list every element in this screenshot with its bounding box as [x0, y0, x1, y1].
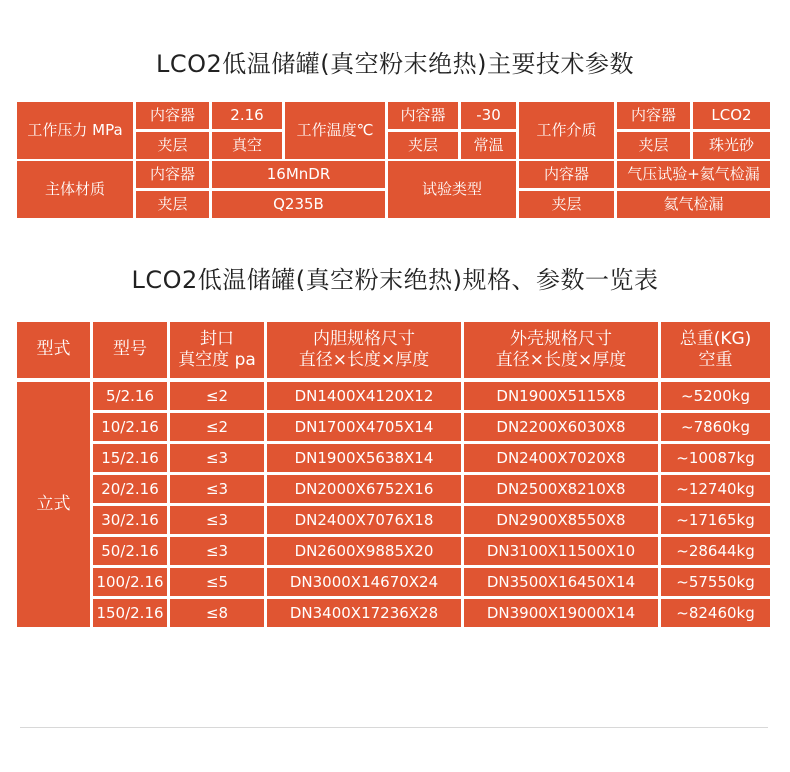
- bottom-divider: [20, 727, 768, 728]
- medium-inner-value: LCO2: [693, 102, 770, 129]
- header-type: 型式: [17, 322, 90, 378]
- model-cell: 20/2.16: [93, 475, 167, 503]
- medium-jacket-label: 夹层: [617, 132, 690, 159]
- inner-size-cell: DN2000X6752X16: [267, 475, 461, 503]
- temperature-jacket-label: 夹层: [388, 132, 458, 159]
- outer-size-cell: DN2500X8210X8: [464, 475, 658, 503]
- params-table-title: LCO2低温储罐(真空粉末绝热)主要技术参数: [155, 50, 634, 78]
- outer-size-cell: DN2200X6030X8: [464, 413, 658, 441]
- material-inner-label: 内容器: [136, 161, 209, 188]
- vacuum-cell: ≤2: [170, 382, 264, 410]
- material-inner-value: 16MnDR: [212, 161, 385, 188]
- inner-size-cell: DN1700X4705X14: [267, 413, 461, 441]
- pressure-inner-label: 内容器: [136, 102, 209, 129]
- weight-cell: ~12740kg: [661, 475, 770, 503]
- test-inner-value: 气压试验+氦气检漏: [617, 161, 770, 188]
- weight-cell: ~28644kg: [661, 537, 770, 565]
- weight-cell: ~10087kg: [661, 444, 770, 472]
- temperature-inner-label: 内容器: [388, 102, 458, 129]
- outer-size-cell: DN2900X8550X8: [464, 506, 658, 534]
- header-weight: 总重(KG) 空重: [661, 322, 770, 378]
- inner-size-cell: DN3000X14670X24: [267, 568, 461, 596]
- outer-size-cell: DN3100X11500X10: [464, 537, 658, 565]
- model-cell: 5/2.16: [93, 382, 167, 410]
- inner-size-cell: DN3400X17236X28: [267, 599, 461, 627]
- vacuum-cell: ≤3: [170, 506, 264, 534]
- inner-size-cell: DN1900X5638X14: [267, 444, 461, 472]
- model-cell: 150/2.16: [93, 599, 167, 627]
- pressure-jacket-label: 夹层: [136, 132, 209, 159]
- pressure-jacket-value: 真空: [212, 132, 282, 159]
- test-jacket-label: 夹层: [519, 191, 614, 218]
- model-cell: 50/2.16: [93, 537, 167, 565]
- header-vacuum: 封口 真空度 pa: [170, 322, 264, 378]
- weight-cell: ~82460kg: [661, 599, 770, 627]
- temperature-inner-value: -30: [461, 102, 516, 129]
- material-jacket-value: Q235B: [212, 191, 385, 218]
- vacuum-cell: ≤3: [170, 475, 264, 503]
- outer-size-cell: DN3500X16450X14: [464, 568, 658, 596]
- vacuum-cell: ≤3: [170, 537, 264, 565]
- inner-size-cell: DN1400X4120X12: [267, 382, 461, 410]
- medium-label: 工作介质: [519, 102, 614, 159]
- header-inner-size: 内胆规格尺寸 直径×长度×厚度: [267, 322, 461, 378]
- test-type-label: 试验类型: [388, 161, 516, 218]
- weight-cell: ~7860kg: [661, 413, 770, 441]
- weight-cell: ~57550kg: [661, 568, 770, 596]
- temperature-jacket-value: 常温: [461, 132, 516, 159]
- model-cell: 100/2.16: [93, 568, 167, 596]
- material-label: 主体材质: [17, 161, 133, 218]
- vacuum-cell: ≤8: [170, 599, 264, 627]
- pressure-label: 工作压力 MPa: [17, 102, 133, 159]
- outer-size-cell: DN1900X5115X8: [464, 382, 658, 410]
- model-cell: 30/2.16: [93, 506, 167, 534]
- inner-size-cell: DN2600X9885X20: [267, 537, 461, 565]
- weight-cell: ~17165kg: [661, 506, 770, 534]
- test-jacket-value: 氦气检漏: [617, 191, 770, 218]
- vacuum-cell: ≤2: [170, 413, 264, 441]
- model-cell: 15/2.16: [93, 444, 167, 472]
- weight-cell: ~5200kg: [661, 382, 770, 410]
- temperature-label: 工作温度℃: [285, 102, 385, 159]
- header-outer-size: 外壳规格尺寸 直径×长度×厚度: [464, 322, 658, 378]
- test-inner-label: 内容器: [519, 161, 614, 188]
- pressure-inner-value: 2.16: [212, 102, 282, 129]
- type-cell-vertical: 立式: [17, 382, 90, 627]
- material-jacket-label: 夹层: [136, 191, 209, 218]
- outer-size-cell: DN3900X19000X14: [464, 599, 658, 627]
- medium-inner-label: 内容器: [617, 102, 690, 129]
- header-model: 型号: [93, 322, 167, 378]
- outer-size-cell: DN2400X7020X8: [464, 444, 658, 472]
- vacuum-cell: ≤3: [170, 444, 264, 472]
- medium-jacket-value: 珠光砂: [693, 132, 770, 159]
- vacuum-cell: ≤5: [170, 568, 264, 596]
- spec-table-title: LCO2低温储罐(真空粉末绝热)规格、参数一览表: [131, 266, 659, 294]
- model-cell: 10/2.16: [93, 413, 167, 441]
- inner-size-cell: DN2400X7076X18: [267, 506, 461, 534]
